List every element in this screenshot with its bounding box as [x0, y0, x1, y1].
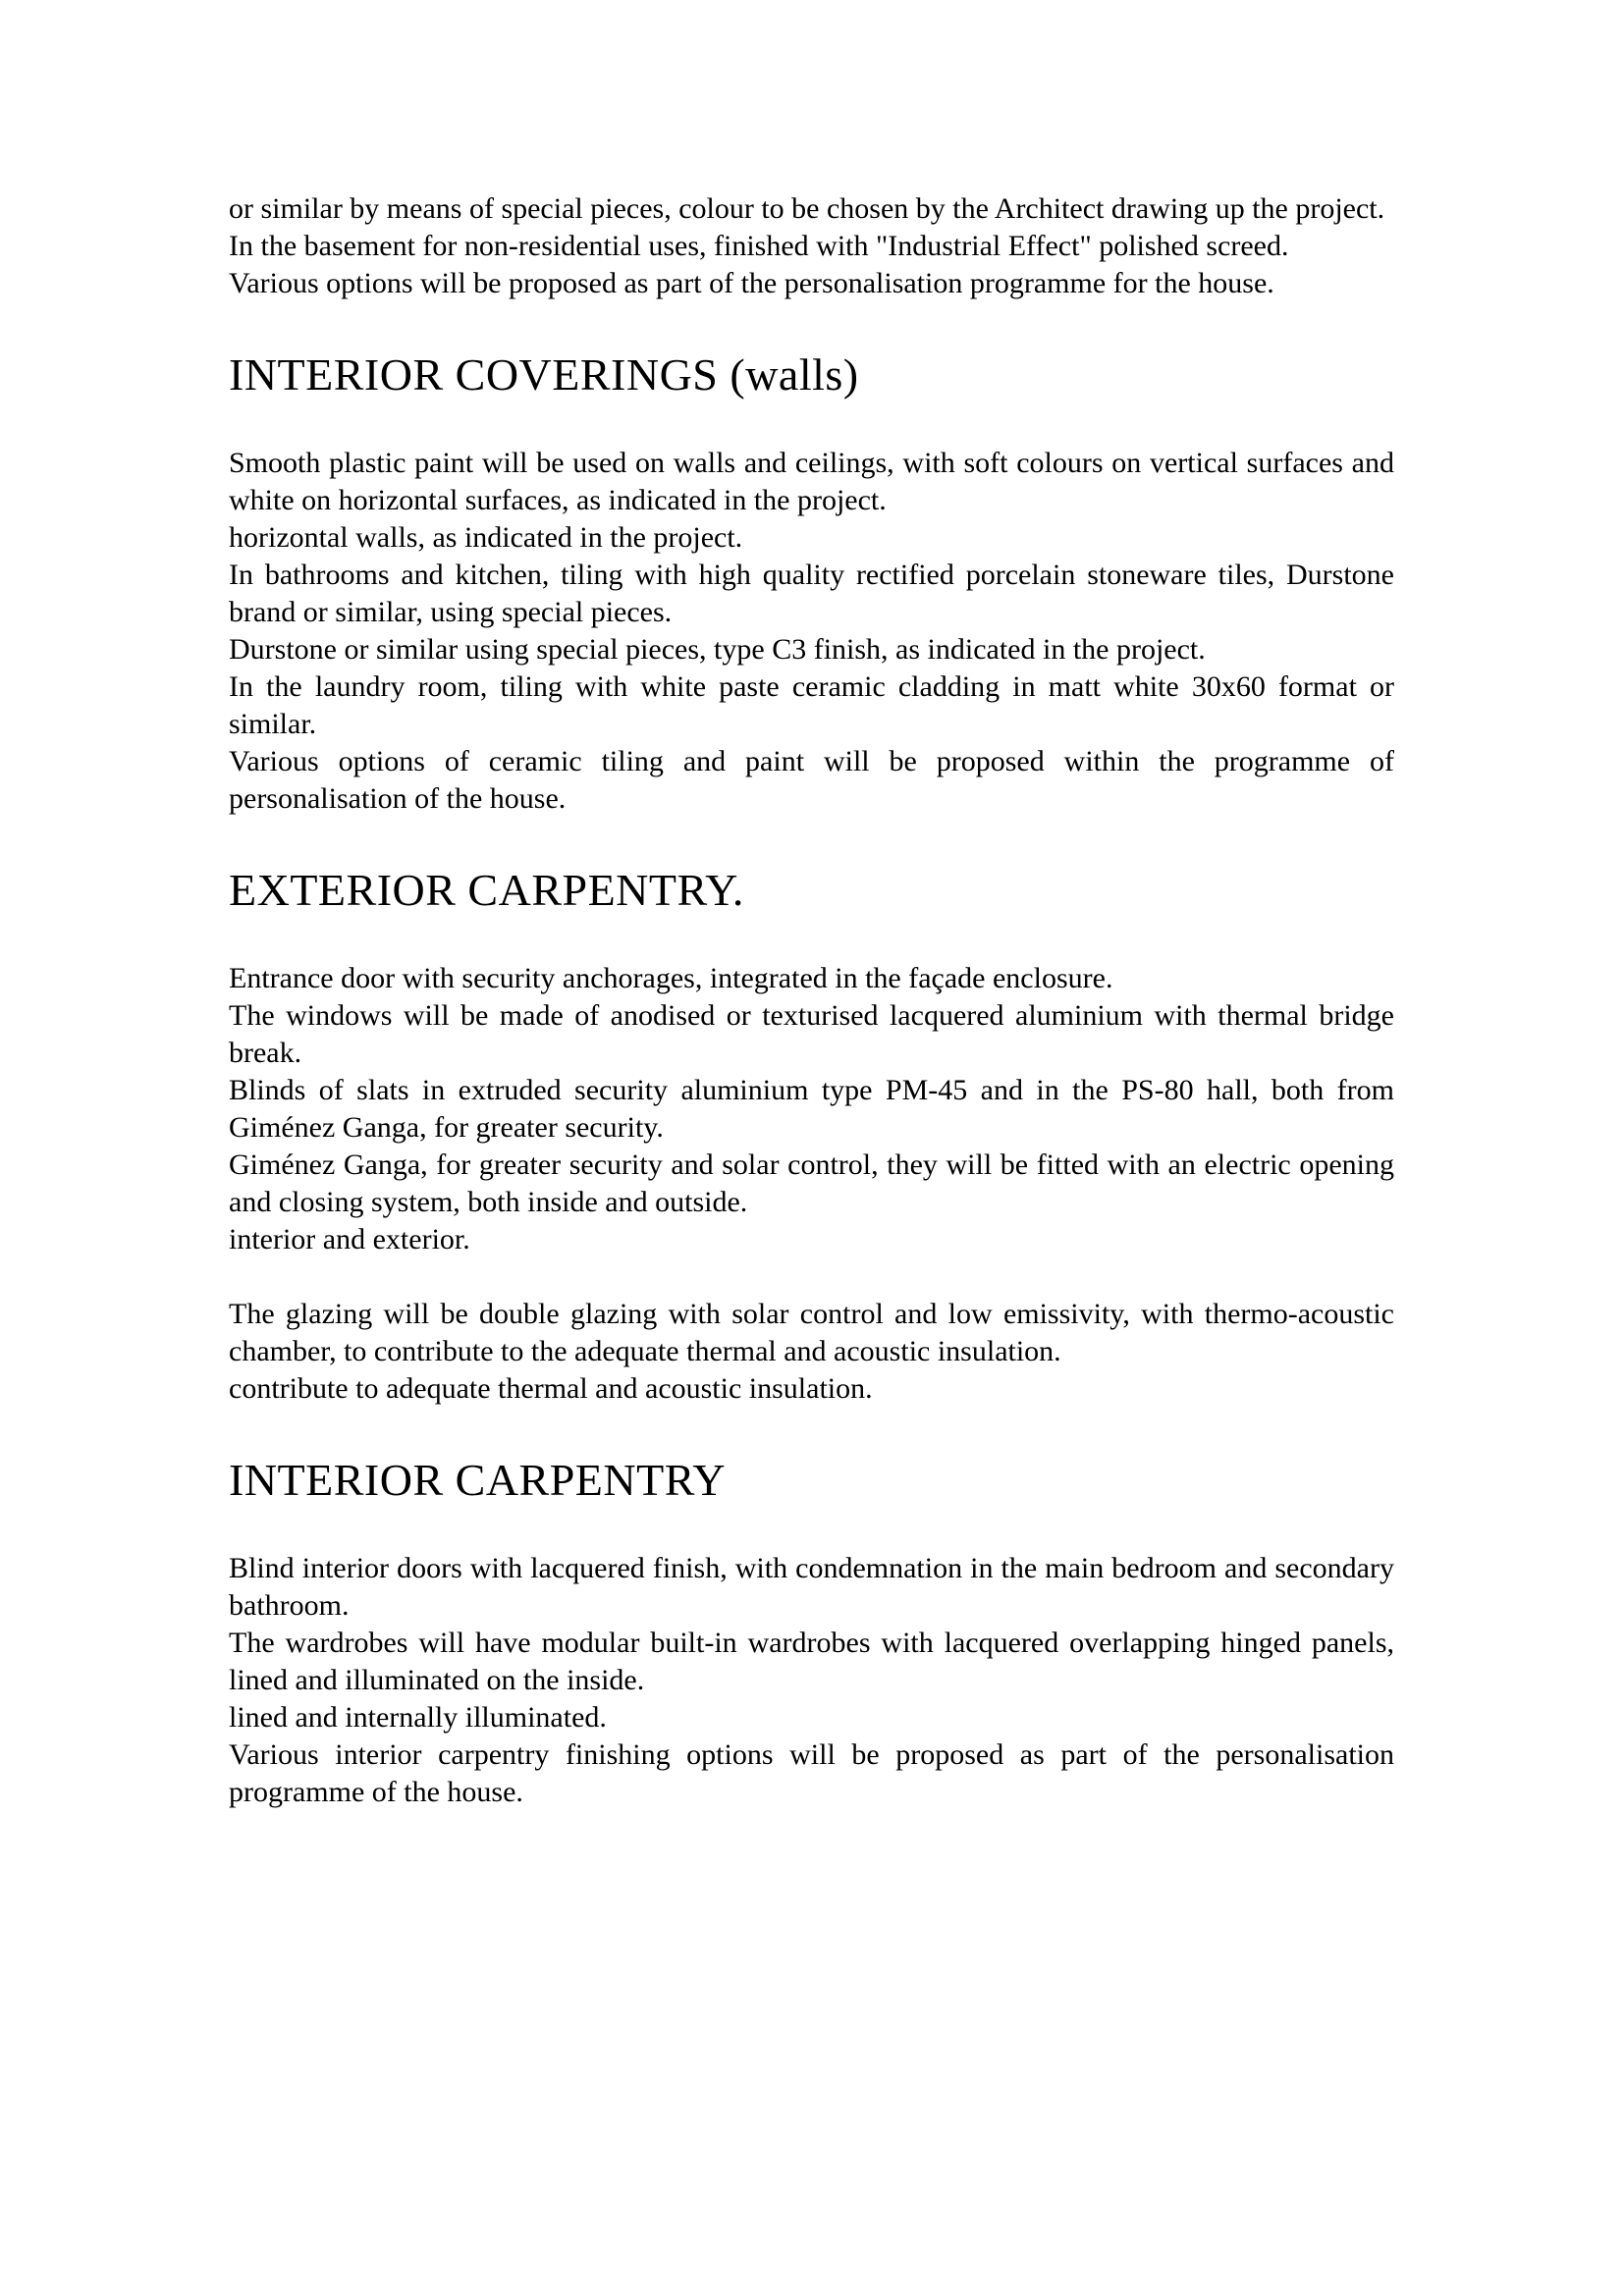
paragraph: or similar by means of special pieces, colour to be chosen by the Architect drawing up the project.: [229, 192, 1385, 225]
blank-line: [229, 1258, 1394, 1296]
paragraph: Smooth plastic paint will be used on walls and ceilings, with soft colours on vertical surfaces and white on horizontal surfaces, as indicated in the project.: [229, 447, 1394, 516]
paragraph: In the laundry room, tiling with white paste ceramic cladding in matt white 30x60 format or similar.: [229, 670, 1394, 740]
paragraph: horizontal walls, as indicated in the project.: [229, 521, 743, 554]
paragraph: In bathrooms and kitchen, tiling with high quality rectified porcelain stoneware tiles, Durstone brand or similar, using special pieces.: [229, 559, 1394, 628]
paragraph: lined and internally illuminated.: [229, 1701, 607, 1734]
paragraph: Various options will be proposed as part of the personalisation programme for the house.: [229, 267, 1274, 299]
paragraph: In the basement for non-residential uses, finished with "Industrial Effect" polished screed.: [229, 230, 1289, 262]
document-content: [229, 190, 1394, 1811]
paragraph: Durstone or similar using special pieces, type C3 finish, as indicated in the project.: [229, 633, 1206, 666]
paragraph: Various options of ceramic tiling and paint will be proposed within the programme of personalisation of the house.: [229, 745, 1394, 815]
paragraph: contribute to adequate thermal and acoustic insulation.: [229, 1372, 873, 1405]
section-heading: INTERIOR CARPENTRY: [229, 1455, 727, 1505]
paragraph: The glazing will be double glazing with solar control and low emissivity, with thermo-acoustic chamber, to contribute to the adequate thermal and acoustic insulation.: [229, 1298, 1394, 1367]
section-heading: INTERIOR COVERINGS (walls): [229, 349, 859, 400]
paragraph: The wardrobes will have modular built-in wardrobes with lacquered overlapping hinged panels, lined and illuminated on the inside.: [229, 1627, 1394, 1696]
paragraph: The windows will be made of anodised or texturised lacquered aluminium with thermal bridge break.: [229, 999, 1394, 1069]
paragraph: interior and exterior.: [229, 1223, 470, 1255]
paragraph: Various interior carpentry finishing options will be proposed as part of the personalisation programme of the house.: [229, 1738, 1394, 1808]
section-heading: EXTERIOR CARPENTRY.: [229, 865, 744, 915]
paragraph: Entrance door with security anchorages, integrated in the façade enclosure.: [229, 962, 1113, 994]
paragraph: Blind interior doors with lacquered finish, with condemnation in the main bedroom and secondary bathroom.: [229, 1552, 1394, 1622]
paragraph: Blinds of slats in extruded security aluminium type PM-45 and in the PS-80 hall, both from Giménez Ganga, for greater security.: [229, 1074, 1394, 1144]
paragraph: Giménez Ganga, for greater security and solar control, they will be fitted with an electric opening and closing system, both inside and outside.: [229, 1148, 1394, 1218]
